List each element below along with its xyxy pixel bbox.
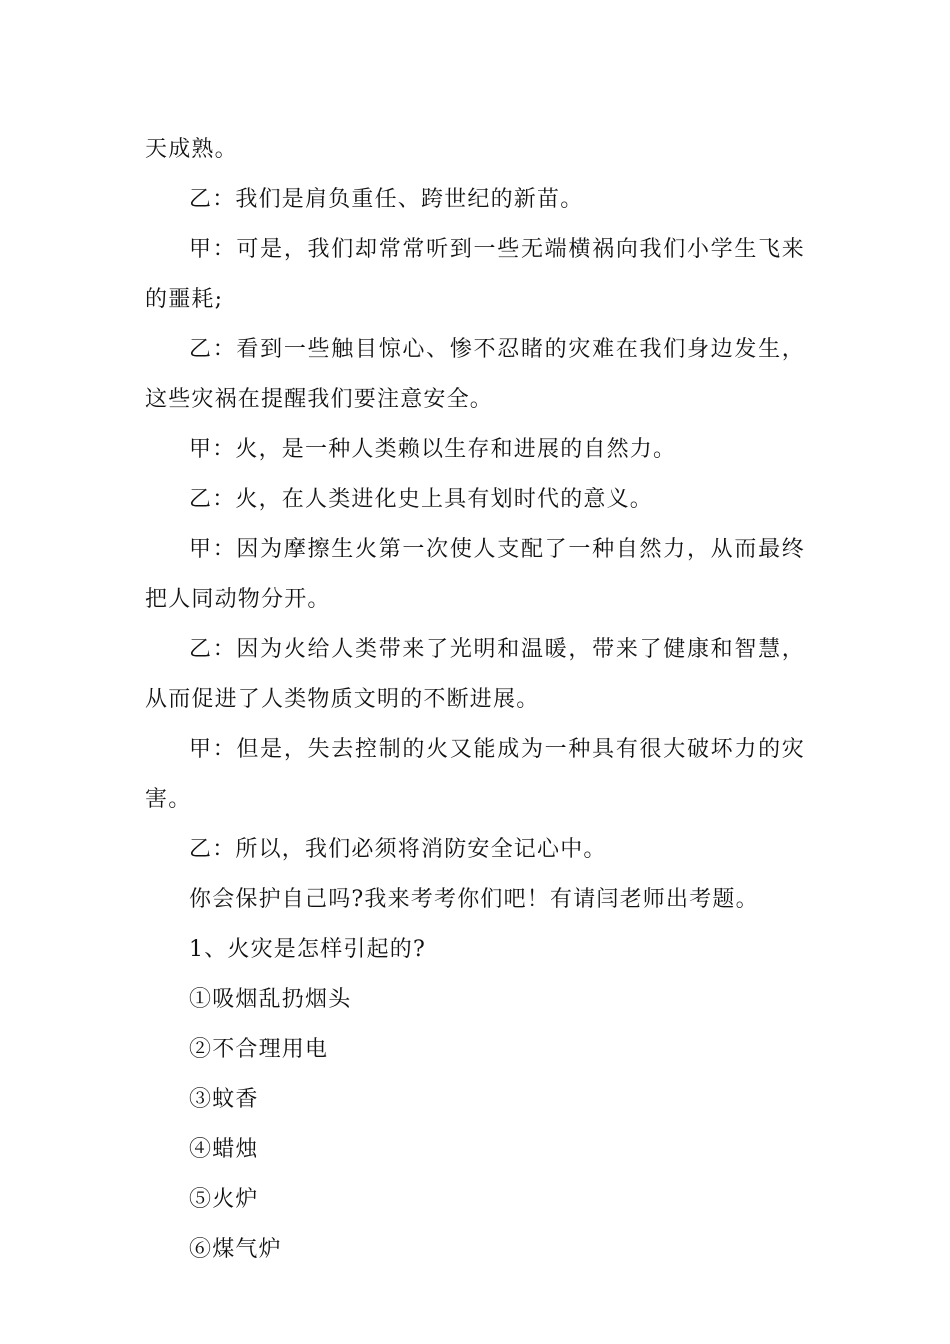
dialogue-line: 甲：因为摩擦生火第一次使人支配了一种自然力，从而最终把人同动物分开。 xyxy=(145,537,805,612)
answer-option: ④蜡烛 xyxy=(189,1137,259,1162)
dialogue-line: 甲：火，是一种人类赖以生存和进展的自然力。 xyxy=(189,437,677,462)
answer-option: ①吸烟乱扔烟头 xyxy=(189,987,352,1012)
answer-option: ⑤火炉 xyxy=(189,1187,259,1212)
answer-option: ③蚊香 xyxy=(189,1087,259,1112)
dialogue-line: 甲：可是，我们却常常听到一些无端横祸向我们小学生飞来的噩耗; xyxy=(145,237,805,312)
answer-option: ②不合理用电 xyxy=(189,1037,329,1062)
dialogue-line: 乙：我们是肩负重任、跨世纪的新苗。 xyxy=(189,187,584,212)
document-body xyxy=(145,125,805,1275)
dialogue-line: 乙：看到一些触目惊心、惨不忍睹的灾难在我们身边发生，这些灾祸在提醒我们要注意安全。 xyxy=(145,337,805,412)
intro-line: 你会保护自己吗?我来考考你们吧！有请闫老师出考题。 xyxy=(189,887,759,912)
dialogue-line: 甲：但是，失去控制的火又能成为一种具有很大破坏力的灾害。 xyxy=(145,737,805,812)
answer-option: ⑥煤气炉 xyxy=(189,1237,282,1262)
question-line: 1、火灾是怎样引起的? xyxy=(189,937,426,962)
paragraph-continuation: 天成熟。 xyxy=(145,137,238,162)
dialogue-line: 乙：因为火给人类带来了光明和温暖，带来了健康和智慧，从而促进了人类物质文明的不断进展。 xyxy=(145,637,805,712)
dialogue-line: 乙：火，在人类进化史上具有划时代的意义。 xyxy=(189,487,654,512)
dialogue-line: 乙：所以，我们必须将消防安全记心中。 xyxy=(189,837,607,862)
